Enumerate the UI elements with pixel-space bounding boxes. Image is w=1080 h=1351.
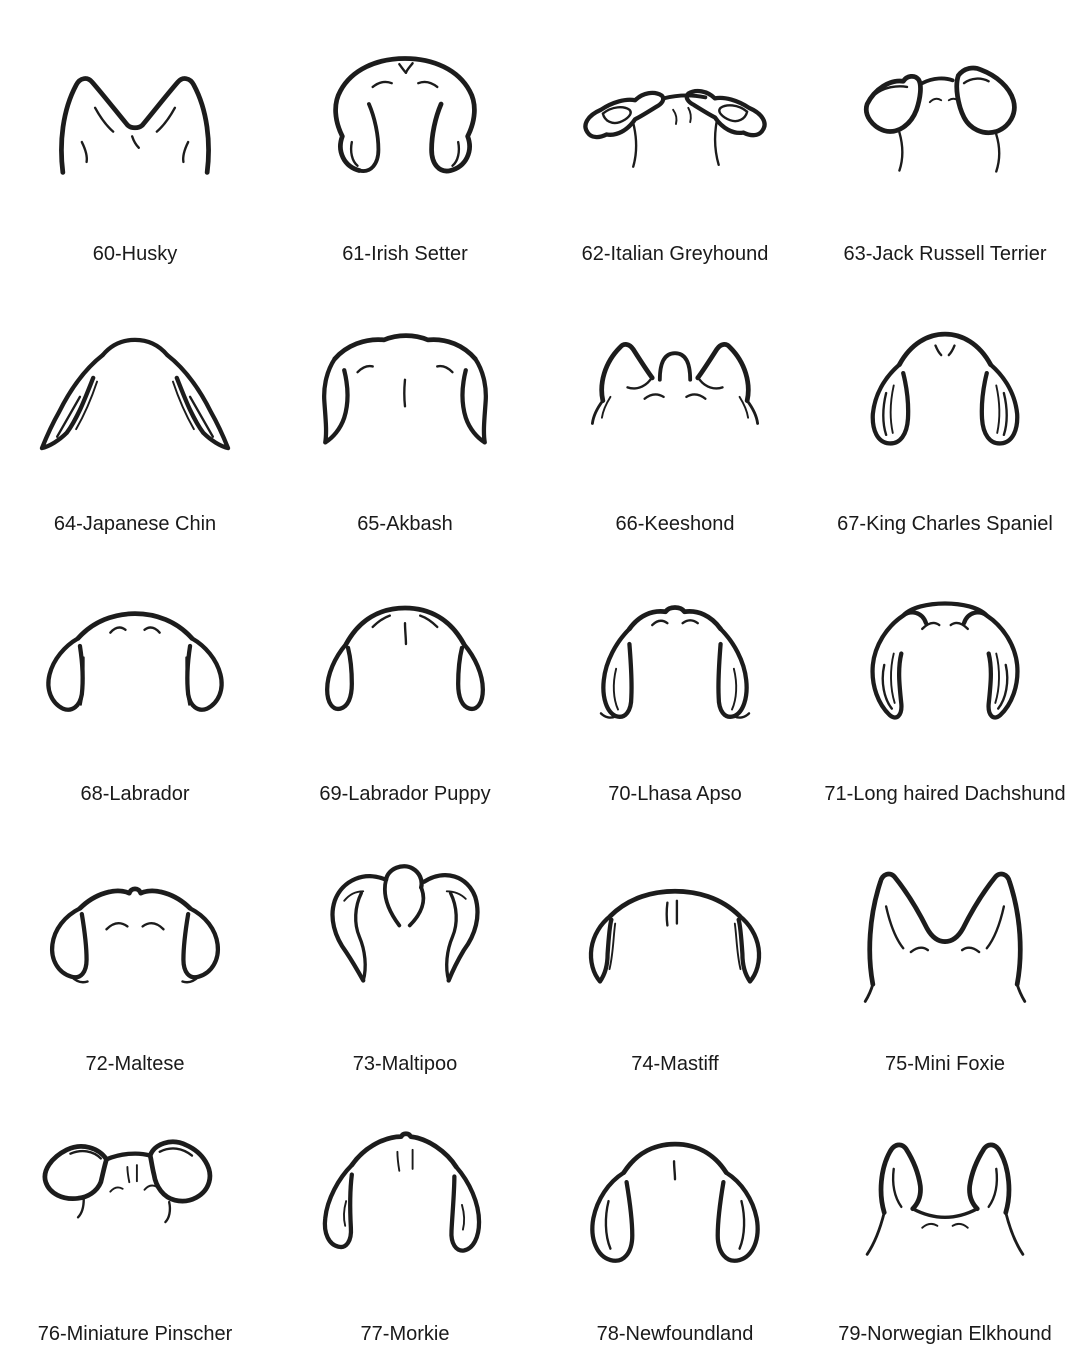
labrador-ears-icon — [21, 566, 249, 742]
labrador-puppy-ears-icon — [291, 566, 519, 742]
cell-italian-greyhound — [540, 0, 810, 270]
japanese-chin-ears-icon — [21, 296, 249, 472]
husky-ears-icon — [21, 26, 249, 202]
cell-keeshond — [540, 270, 810, 540]
breed-label: 75-Mini Foxie — [884, 1053, 1006, 1075]
breed-label: 69-Labrador Puppy — [319, 783, 491, 805]
breed-label: 77-Morkie — [360, 1323, 450, 1345]
maltese-ears-icon — [21, 836, 249, 1012]
italian-greyhound-ears-icon — [561, 26, 789, 202]
cell-labrador — [0, 540, 270, 810]
cell-irish-setter — [270, 0, 540, 270]
cell-morkie — [270, 1080, 540, 1350]
lhasa-apso-ears-icon — [561, 566, 789, 742]
mastiff-ears-icon — [561, 836, 789, 1012]
breed-label: 68-Labrador — [80, 783, 190, 805]
irish-setter-ears-icon — [291, 26, 519, 202]
breed-label: 70-Lhasa Apso — [608, 783, 742, 805]
cell-mastiff — [540, 810, 810, 1080]
breed-label: 63-Jack Russell Terrier — [843, 243, 1047, 265]
cell-akbash — [270, 270, 540, 540]
cell-maltese — [0, 810, 270, 1080]
cell-jack-russell-terrier — [810, 0, 1080, 270]
cell-labrador-puppy — [270, 540, 540, 810]
cell-king-charles-spaniel — [810, 270, 1080, 540]
breed-label: 74-Mastiff — [631, 1053, 719, 1075]
breed-label: 79-Norwegian Elkhound — [838, 1323, 1052, 1345]
akbash-ears-icon — [291, 296, 519, 472]
maltipoo-ears-icon — [291, 836, 519, 1012]
miniature-pinscher-ears-icon — [21, 1106, 249, 1282]
breed-label: 78-Newfoundland — [596, 1323, 754, 1345]
breed-label: 76-Miniature Pinscher — [37, 1323, 233, 1345]
cell-newfoundland — [540, 1080, 810, 1350]
cell-maltipoo — [270, 810, 540, 1080]
breed-label: 61-Irish Setter — [342, 243, 468, 265]
breed-label: 72-Maltese — [85, 1053, 185, 1075]
breed-label: 62-Italian Greyhound — [581, 243, 769, 265]
norwegian-elkhound-ears-icon — [831, 1106, 1059, 1282]
morkie-ears-icon — [291, 1106, 519, 1282]
cell-mini-foxie — [810, 810, 1080, 1080]
breed-label: 64-Japanese Chin — [53, 513, 217, 535]
breed-label: 60-Husky — [92, 243, 178, 265]
long-haired-dachshund-ears-icon — [831, 566, 1059, 742]
breed-label: 65-Akbash — [357, 513, 453, 535]
cell-long-haired-dachshund — [810, 540, 1080, 810]
cell-lhasa-apso — [540, 540, 810, 810]
newfoundland-ears-icon — [561, 1106, 789, 1282]
breed-label: 66-Keeshond — [615, 513, 735, 535]
jack-russell-terrier-ears-icon — [831, 26, 1059, 202]
breed-label: 67-King Charles Spaniel — [837, 513, 1053, 535]
breed-label: 73-Maltipoo — [352, 1053, 458, 1075]
mini-foxie-ears-icon — [831, 836, 1059, 1012]
cell-japanese-chin — [0, 270, 270, 540]
king-charles-spaniel-ears-icon — [831, 296, 1059, 472]
breed-label: 71-Long haired Dachshund — [824, 783, 1066, 805]
cell-husky — [0, 0, 270, 270]
keeshond-ears-icon — [561, 296, 789, 472]
cell-miniature-pinscher — [0, 1080, 270, 1350]
cell-norwegian-elkhound — [810, 1080, 1080, 1350]
